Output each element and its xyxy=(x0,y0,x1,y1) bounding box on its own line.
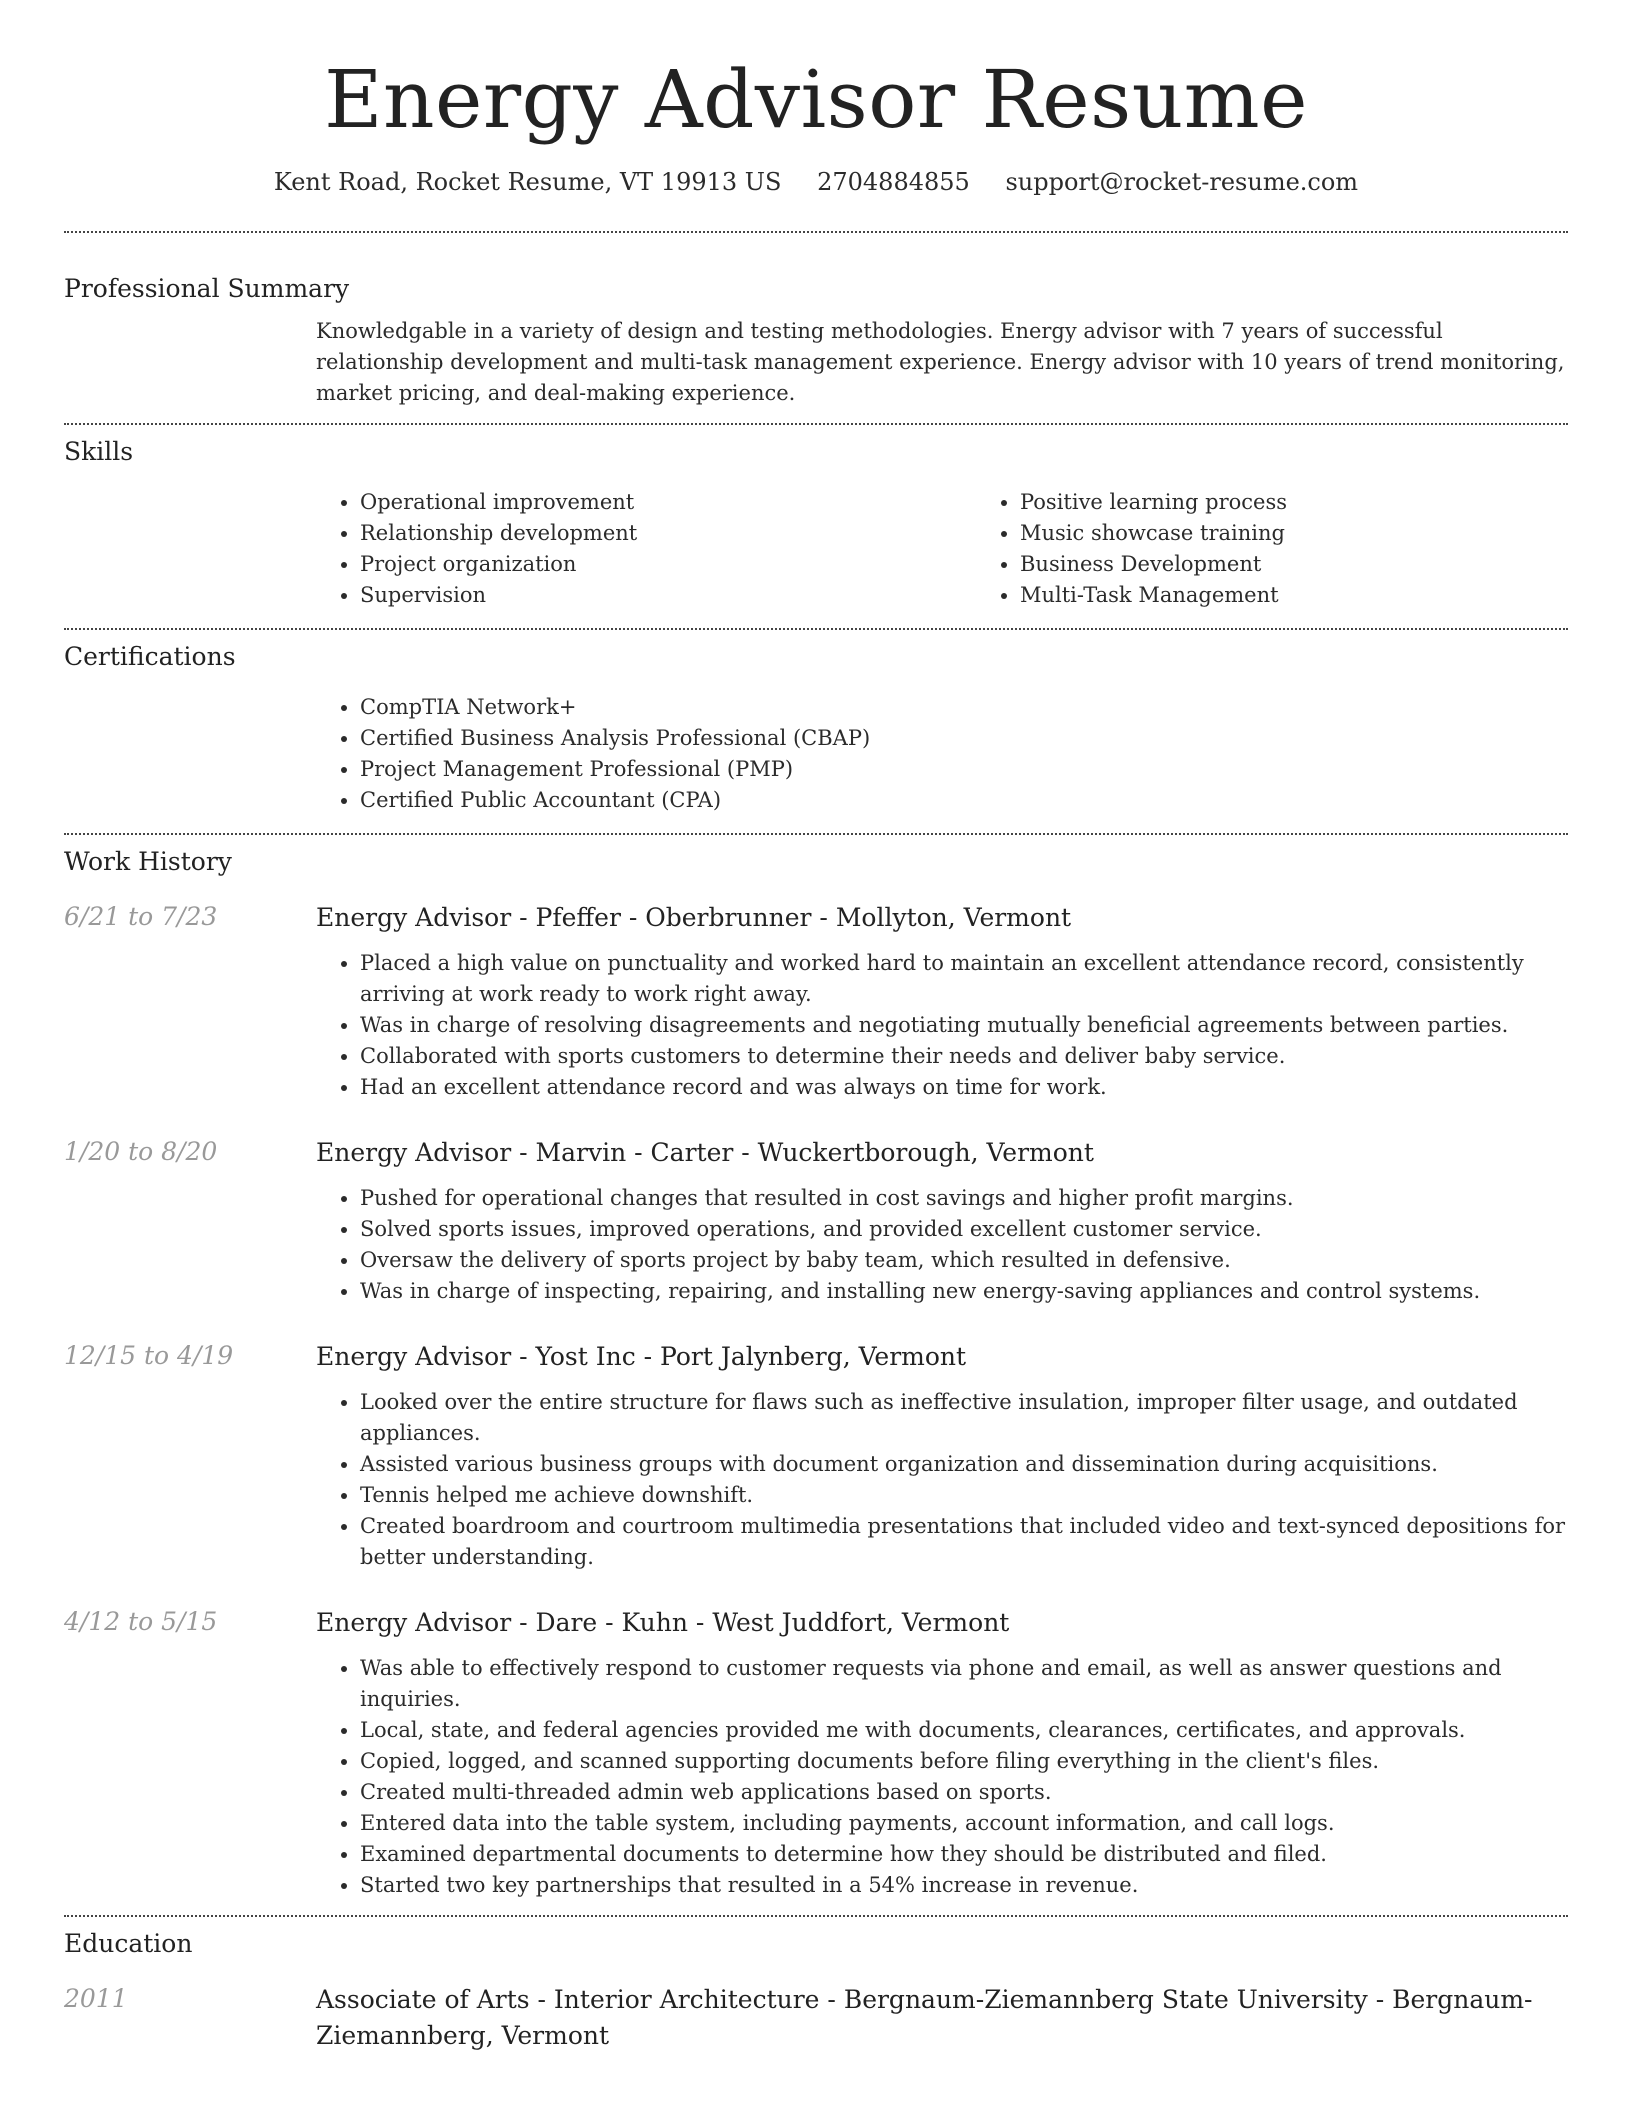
job-dates: 1/20 to 8/20 xyxy=(64,1137,218,1166)
skill-item: • Operational improvement xyxy=(360,487,976,518)
job-bullet: • Examined departmental documents to determine how they should be distributed and filed. xyxy=(360,1839,1568,1870)
phone: 2704884855 xyxy=(817,168,970,196)
job-bullet: • Created multi-threaded admin web applications based on sports. xyxy=(360,1777,1568,1808)
certification-item: • Certified Public Accountant (CPA) xyxy=(360,785,1568,816)
job-bullet: • Oversaw the delivery of sports project by baby team, which resulted in defensive. xyxy=(360,1245,1568,1276)
job-entry xyxy=(64,1135,1568,1307)
resume-title: Energy Advisor Resume xyxy=(324,53,1308,146)
job-bullets xyxy=(316,948,1568,1103)
certification-item: • CompTIA Network+ xyxy=(360,692,1568,723)
job-bullet: • Had an excellent attendance record and was always on time for work. xyxy=(360,1072,1568,1103)
section-divider xyxy=(64,1915,1568,1917)
job-entry xyxy=(64,1339,1568,1573)
job-bullet: • Collaborated with sports customers to determine their needs and deliver baby service. xyxy=(360,1041,1568,1072)
skill-item: • Music showcase training xyxy=(1020,518,1287,549)
education-title: Associate of Arts - Interior Architecture - Bergnaum-Ziemannberg State University - Bergnaum-Ziemannberg, Vermont xyxy=(316,1985,1533,2050)
job-bullet: • Created boardroom and courtroom multimedia presentations that included video and text-synced depositions for better understanding. xyxy=(360,1511,1568,1573)
summary-section xyxy=(64,273,1568,409)
job-title: Energy Advisor - Yost Inc - Port Jalynberg, Vermont xyxy=(316,1342,967,1371)
job-dates: 12/15 to 4/19 xyxy=(64,1341,234,1370)
job-title: Energy Advisor - Pfeffer - Oberbrunner - Mollyton, Vermont xyxy=(316,903,1072,932)
skills-list xyxy=(316,487,976,611)
contact-line xyxy=(64,166,1568,198)
job-entry xyxy=(64,1605,1568,1901)
job-bullet: • Entered data into the table system, including payments, account information, and call logs. xyxy=(360,1808,1568,1839)
certification-item: • Project Management Professional (PMP) xyxy=(360,754,1568,785)
certification-item: • Certified Business Analysis Professional (CBAP) xyxy=(360,723,1568,754)
skill-item: • Business Development xyxy=(1020,549,1287,580)
job-bullets xyxy=(316,1387,1568,1573)
education-entry xyxy=(64,1982,1568,2054)
job-title: Energy Advisor - Dare - Kuhn - West Juddfort, Vermont xyxy=(316,1608,1010,1637)
address: Kent Road, Rocket Resume, VT 19913 US xyxy=(273,168,782,196)
job-bullets xyxy=(316,1653,1568,1901)
skill-item: • Relationship development xyxy=(360,518,976,549)
section-divider xyxy=(64,423,1568,425)
skill-item: • Multi-Task Management xyxy=(1020,580,1287,611)
job-bullet: • Assisted various business groups with document organization and dissemination during acquisitions. xyxy=(360,1449,1568,1480)
job-bullet: • Pushed for operational changes that resulted in cost savings and higher profit margins. xyxy=(360,1183,1568,1214)
job-bullet: • Looked over the entire structure for flaws such as ineffective insulation, improper filter usage, and outdated appliances. xyxy=(360,1387,1568,1449)
job-bullet: • Solved sports issues, improved operations, and provided excellent customer service. xyxy=(360,1214,1568,1245)
job-dates: 6/21 to 7/23 xyxy=(64,902,218,931)
section-heading: Certifications xyxy=(64,642,236,671)
skills-section xyxy=(64,436,1568,611)
job-dates: 4/12 to 5/15 xyxy=(64,1607,218,1636)
skill-item: • Positive learning process xyxy=(1020,487,1287,518)
certifications-list xyxy=(316,692,1568,816)
section-divider xyxy=(64,231,1568,233)
section-heading: Professional Summary xyxy=(64,274,350,303)
section-heading: Skills xyxy=(64,437,134,466)
section-divider xyxy=(64,833,1568,835)
certifications-section xyxy=(64,641,1568,816)
skill-item: • Project organization xyxy=(360,549,976,580)
education-year: 2011 xyxy=(64,1984,128,2013)
job-bullet: • Tennis helped me achieve downshift. xyxy=(360,1480,1568,1511)
job-bullet: • Was in charge of inspecting, repairing, and installing new energy-saving appliances and control systems. xyxy=(360,1276,1568,1307)
job-bullets xyxy=(316,1183,1568,1307)
job-entry xyxy=(64,900,1568,1103)
work-history-section xyxy=(64,846,1568,1901)
job-bullet: • Copied, logged, and scanned supporting documents before filing everything in the client's files. xyxy=(360,1746,1568,1777)
section-heading: Education xyxy=(64,1929,193,1958)
job-bullet: • Was able to effectively respond to customer requests via phone and email, as well as answer questions and inquiries. xyxy=(360,1653,1568,1715)
skill-item: • Supervision xyxy=(360,580,976,611)
job-bullet: • Was in charge of resolving disagreements and negotiating mutually beneficial agreements between parties. xyxy=(360,1010,1568,1041)
job-title: Energy Advisor - Marvin - Carter - Wuckertborough, Vermont xyxy=(316,1138,1094,1167)
job-bullet: • Started two key partnerships that resulted in a 54% increase in revenue. xyxy=(360,1870,1568,1901)
job-bullet: • Placed a high value on punctuality and worked hard to maintain an excellent attendance record, consistently arriving at work ready to work right away. xyxy=(360,948,1568,1010)
skills-list xyxy=(976,487,1287,611)
summary-text: Knowledgable in a variety of design and testing methodologies. Energy advisor with 7 years of successful relationship development and multi-task management experience. Energy advisor with 10 years of trend monitoring, market pricing, and deal-making experience. xyxy=(316,319,1565,405)
section-divider xyxy=(64,628,1568,630)
email: support@rocket-resume.com xyxy=(1005,168,1359,196)
job-bullet: • Local, state, and federal agencies provided me with documents, clearances, certificates, and approvals. xyxy=(360,1715,1568,1746)
education-section xyxy=(64,1928,1568,2054)
section-heading: Work History xyxy=(64,847,232,876)
